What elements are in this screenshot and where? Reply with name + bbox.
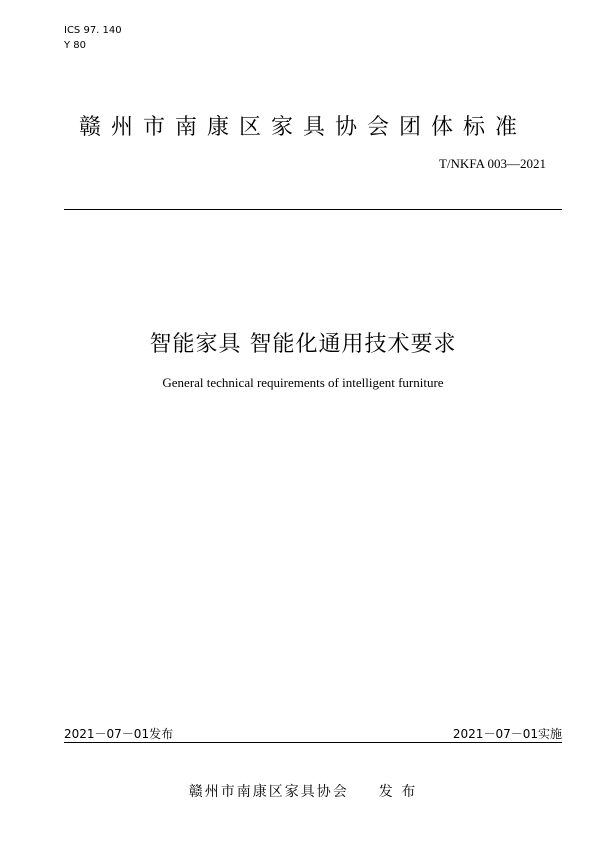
organization-standard-title: 赣州市南康区家具协会团体标准 (78, 115, 527, 140)
publish-label: 发 布 (378, 784, 418, 800)
document-title-english: General technical requirements of intelligent furniture (162, 375, 444, 390)
issue-date: 2021－07－01发布 (64, 727, 174, 741)
publisher-line (0, 781, 606, 801)
ccs-code: Y 80 (64, 40, 87, 51)
implementation-date: 2021－07－01实施 (452, 727, 562, 741)
top-divider (64, 209, 562, 210)
document-title-chinese: 智能家具 智能化通用技术要求 (149, 332, 457, 357)
bottom-divider (64, 742, 562, 743)
ics-code: ICS 97. 140 (64, 25, 122, 36)
standard-number: T/NKFA 003—2021 (438, 156, 546, 171)
publisher-name: 赣州市南康区家具协会 (188, 784, 349, 800)
